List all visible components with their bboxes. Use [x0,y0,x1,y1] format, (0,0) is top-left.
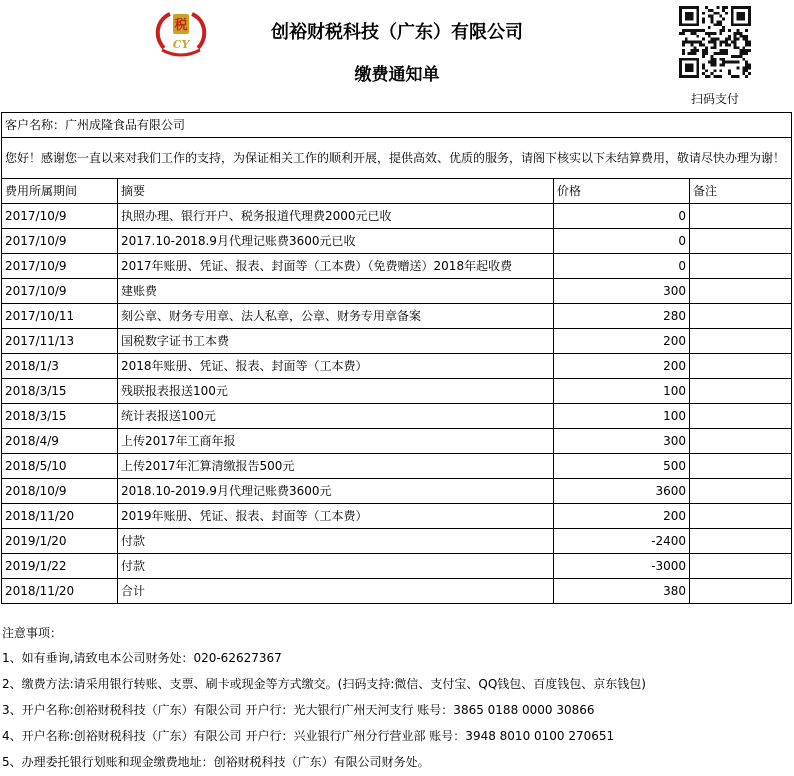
table-row [2,229,792,254]
table-row [2,329,792,354]
note-cell [690,429,792,454]
note-cell [690,279,792,304]
table-row [2,579,792,604]
customer-name: 广州成隆食品有限公司 [65,118,186,132]
note-cell [690,229,792,254]
summary-cell: 上传2017年汇算清缴报告500元 [118,454,554,479]
col-header-note: 备注 [690,179,792,204]
table-row [2,204,792,229]
price-cell: 0 [554,204,690,229]
period-cell: 2018/11/20 [2,579,118,604]
summary-cell: 付款 [118,554,554,579]
customer-row [2,113,792,138]
summary-cell: 残联报表报送100元 [118,379,554,404]
price-cell: 0 [554,229,690,254]
customer-cell [2,113,792,138]
greeting-text: 您好！感谢您一直以来对我们工作的支持，为保证相关工作的顺利开展，提供高效、优质的服务，请阁下核实以下未结算费用，敬请尽快办理为谢！ [2,138,792,179]
summary-cell: 国税数字证书工本费 [118,329,554,354]
period-cell: 2018/3/15 [2,404,118,429]
period-cell: 2018/4/9 [2,429,118,454]
table-row [2,404,792,429]
period-cell: 2018/11/20 [2,504,118,529]
period-cell: 2017/11/13 [2,329,118,354]
table-row [2,354,792,379]
note-cell [690,329,792,354]
summary-cell: 2018.10-2019.9月代理记账费3600元 [118,479,554,504]
greeting-row [2,138,792,179]
price-cell: 300 [554,279,690,304]
col-header-price: 价格 [554,179,690,204]
note-cell [690,379,792,404]
col-header-period: 费用所属期间 [2,179,118,204]
table-row [2,554,792,579]
table-row [2,504,792,529]
table-row [2,429,792,454]
table-row [2,454,792,479]
table-row [2,304,792,329]
header-row [2,179,792,204]
notes-section [2,621,792,775]
period-cell: 2017/10/9 [2,229,118,254]
summary-cell: 付款 [118,529,554,554]
price-cell: 380 [554,579,690,604]
note-item: 4、开户名称:创裕财税科技（广东）有限公司 开户行：兴业银行广州分行营业部 账号：3948 8010 0100 270651 [2,729,615,743]
note-item: 2、缴费方法:请采用银行转账、支票、刷卡或现金等方式缴交。(扫码支持:微信、支付宝、QQ钱包、百度钱包、京东钱包) [2,677,646,691]
note-cell [690,504,792,529]
period-cell: 2017/10/9 [2,204,118,229]
price-cell: 200 [554,329,690,354]
note-cell [690,529,792,554]
note-cell [690,204,792,229]
note-item: 1、如有垂询,请致电本公司财务处：020-62627367 [2,651,282,665]
summary-cell: 建账费 [118,279,554,304]
note-cell [690,354,792,379]
summary-cell: 统计表报送100元 [118,404,554,429]
period-cell: 2018/5/10 [2,454,118,479]
price-cell: 280 [554,304,690,329]
table-row [2,379,792,404]
note-cell [690,254,792,279]
logo-glyph: 税 [174,18,188,33]
payment-qr-code[interactable] [679,6,751,78]
summary-cell: 2017.10-2018.9月代理记账费3600元已收 [118,229,554,254]
period-cell: 2018/10/9 [2,479,118,504]
price-cell: 200 [554,504,690,529]
period-cell: 2017/10/9 [2,279,118,304]
price-cell: 100 [554,404,690,429]
col-header-summary: 摘要 [118,179,554,204]
period-cell: 2019/1/22 [2,554,118,579]
qr-caption: 扫码支付 [690,92,739,106]
table-row [2,529,792,554]
period-cell: 2018/3/15 [2,379,118,404]
note-cell [690,579,792,604]
summary-cell: 2019年账册、凭证、报表、封面等（工本费） [118,504,554,529]
period-cell: 2019/1/20 [2,529,118,554]
table-row [2,279,792,304]
price-cell: 300 [554,429,690,454]
summary-cell: 执照办理、银行开户、税务报道代理费2000元已收 [118,204,554,229]
price-cell: -2400 [554,529,690,554]
price-cell: 500 [554,454,690,479]
note-cell [690,454,792,479]
document-header [0,0,794,112]
note-cell [690,304,792,329]
document-title: 缴费通知单 [354,65,440,85]
price-cell: -3000 [554,554,690,579]
customer-label: 客户名称： [5,118,66,132]
period-cell: 2017/10/11 [2,304,118,329]
notes-heading: 注意事项： [2,626,63,640]
summary-cell: 2018年账册、凭证、报表、封面等（工本费） [118,354,554,379]
summary-cell: 上传2017年工商年报 [118,429,554,454]
note-cell [690,404,792,429]
summary-cell: 2017年账册、凭证、报表、封面等（工本费）（免费赠送）2018年起收费 [118,254,554,279]
logo-initials: CY [172,38,190,51]
period-cell: 2018/1/3 [2,354,118,379]
summary-cell: 合计 [118,579,554,604]
price-cell: 200 [554,354,690,379]
table-row [2,479,792,504]
note-item: 3、开户名称:创裕财税科技（广东）有限公司 开户行：光大银行广州天河支行 账号：3865 0188 0000 30866 [2,703,595,717]
period-cell: 2017/10/9 [2,254,118,279]
note-cell [690,554,792,579]
company-name: 创裕财税科技（广东）有限公司 [271,22,523,43]
price-cell: 100 [554,379,690,404]
table-row [2,254,792,279]
note-item: 5、办理委托银行划账和现金缴费地址：创裕财税科技（广东）有限公司财务处。 [2,755,430,769]
fee-table [1,112,792,604]
note-cell [690,479,792,504]
price-cell: 3600 [554,479,690,504]
price-cell: 0 [554,254,690,279]
summary-cell: 刻公章、财务专用章、法人私章，公章、财务专用章备案 [118,304,554,329]
